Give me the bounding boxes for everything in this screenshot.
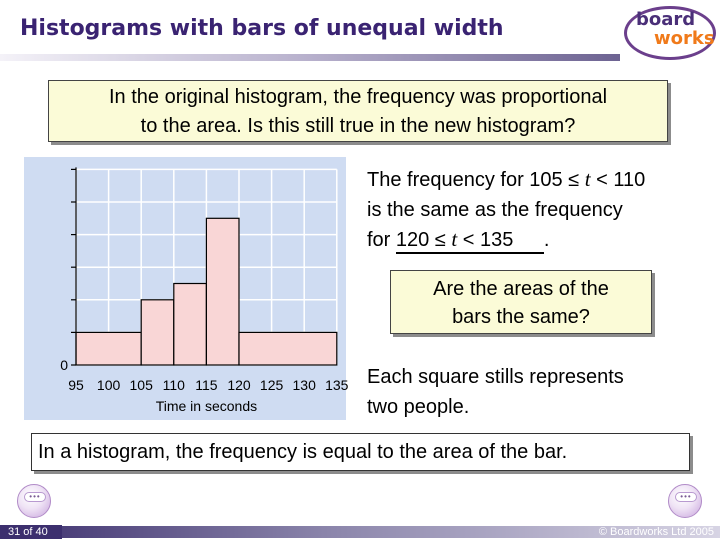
histogram-bar-5 xyxy=(239,332,337,365)
histogram-bar-1 xyxy=(76,332,141,365)
x-axis-label: Time in seconds xyxy=(155,398,258,414)
frequency-line-1: The frequency for 105 ≤ t < 110 xyxy=(367,167,646,191)
frequency-statement xyxy=(367,164,717,255)
frequency-line-3: for 120 ≤ t < 135 . xyxy=(367,225,717,255)
y-tick-label: 0 xyxy=(60,357,68,373)
ellipsis-icon: ••• xyxy=(24,492,46,502)
x-tick-label: 120 xyxy=(227,377,251,393)
x-tick-label: 95 xyxy=(68,377,84,393)
question-line-2: to the area. Is this still true in the new histogram? xyxy=(140,115,576,137)
square-note-line-2: two people. xyxy=(367,396,470,418)
x-tick-label: 135 xyxy=(325,377,349,393)
histogram-bar-3 xyxy=(174,284,207,366)
frequency-line-2: is the same as the frequency xyxy=(367,199,623,221)
logo-word-board: board xyxy=(636,9,696,30)
areas-line-1: Are the areas of the xyxy=(433,278,609,300)
question-line-1: In the original histogram, the frequency was proportional xyxy=(108,86,608,108)
histogram-chart xyxy=(24,157,349,420)
x-tick-label: 100 xyxy=(96,377,121,393)
square-note-line-1: Each square stills represents xyxy=(367,366,624,388)
footer-bar xyxy=(0,523,720,540)
ellipsis-icon: ••• xyxy=(675,492,697,502)
x-tick-label: 130 xyxy=(292,377,316,393)
x-tick-label: 105 xyxy=(129,377,153,393)
histogram-panel xyxy=(24,157,349,420)
square-note xyxy=(367,362,707,422)
slide-title: Histograms with bars of unequal width xyxy=(20,16,504,41)
page-number: 31 of 40 xyxy=(0,525,62,539)
histogram-bar-2 xyxy=(141,300,174,365)
areas-line-2: bars the same? xyxy=(452,306,590,328)
title-underline xyxy=(0,54,620,61)
copyright: © Boardworks Ltd 2005 xyxy=(598,526,714,538)
areas-question-box xyxy=(390,270,652,334)
answer-blank: 120 ≤ t < 135 xyxy=(396,227,544,254)
logo-word-works: works xyxy=(654,28,715,49)
histogram-bar-4 xyxy=(206,218,239,365)
previous-slide-button[interactable] xyxy=(17,484,51,518)
x-tick-label: 125 xyxy=(259,377,284,393)
conclusion-box: In a histogram, the frequency is equal to the area of the bar. xyxy=(31,433,690,471)
x-tick-label: 115 xyxy=(195,377,218,393)
question-box xyxy=(48,80,668,142)
next-slide-button[interactable] xyxy=(668,484,702,518)
x-tick-label: 110 xyxy=(162,377,185,393)
boardworks-logo xyxy=(624,6,716,60)
